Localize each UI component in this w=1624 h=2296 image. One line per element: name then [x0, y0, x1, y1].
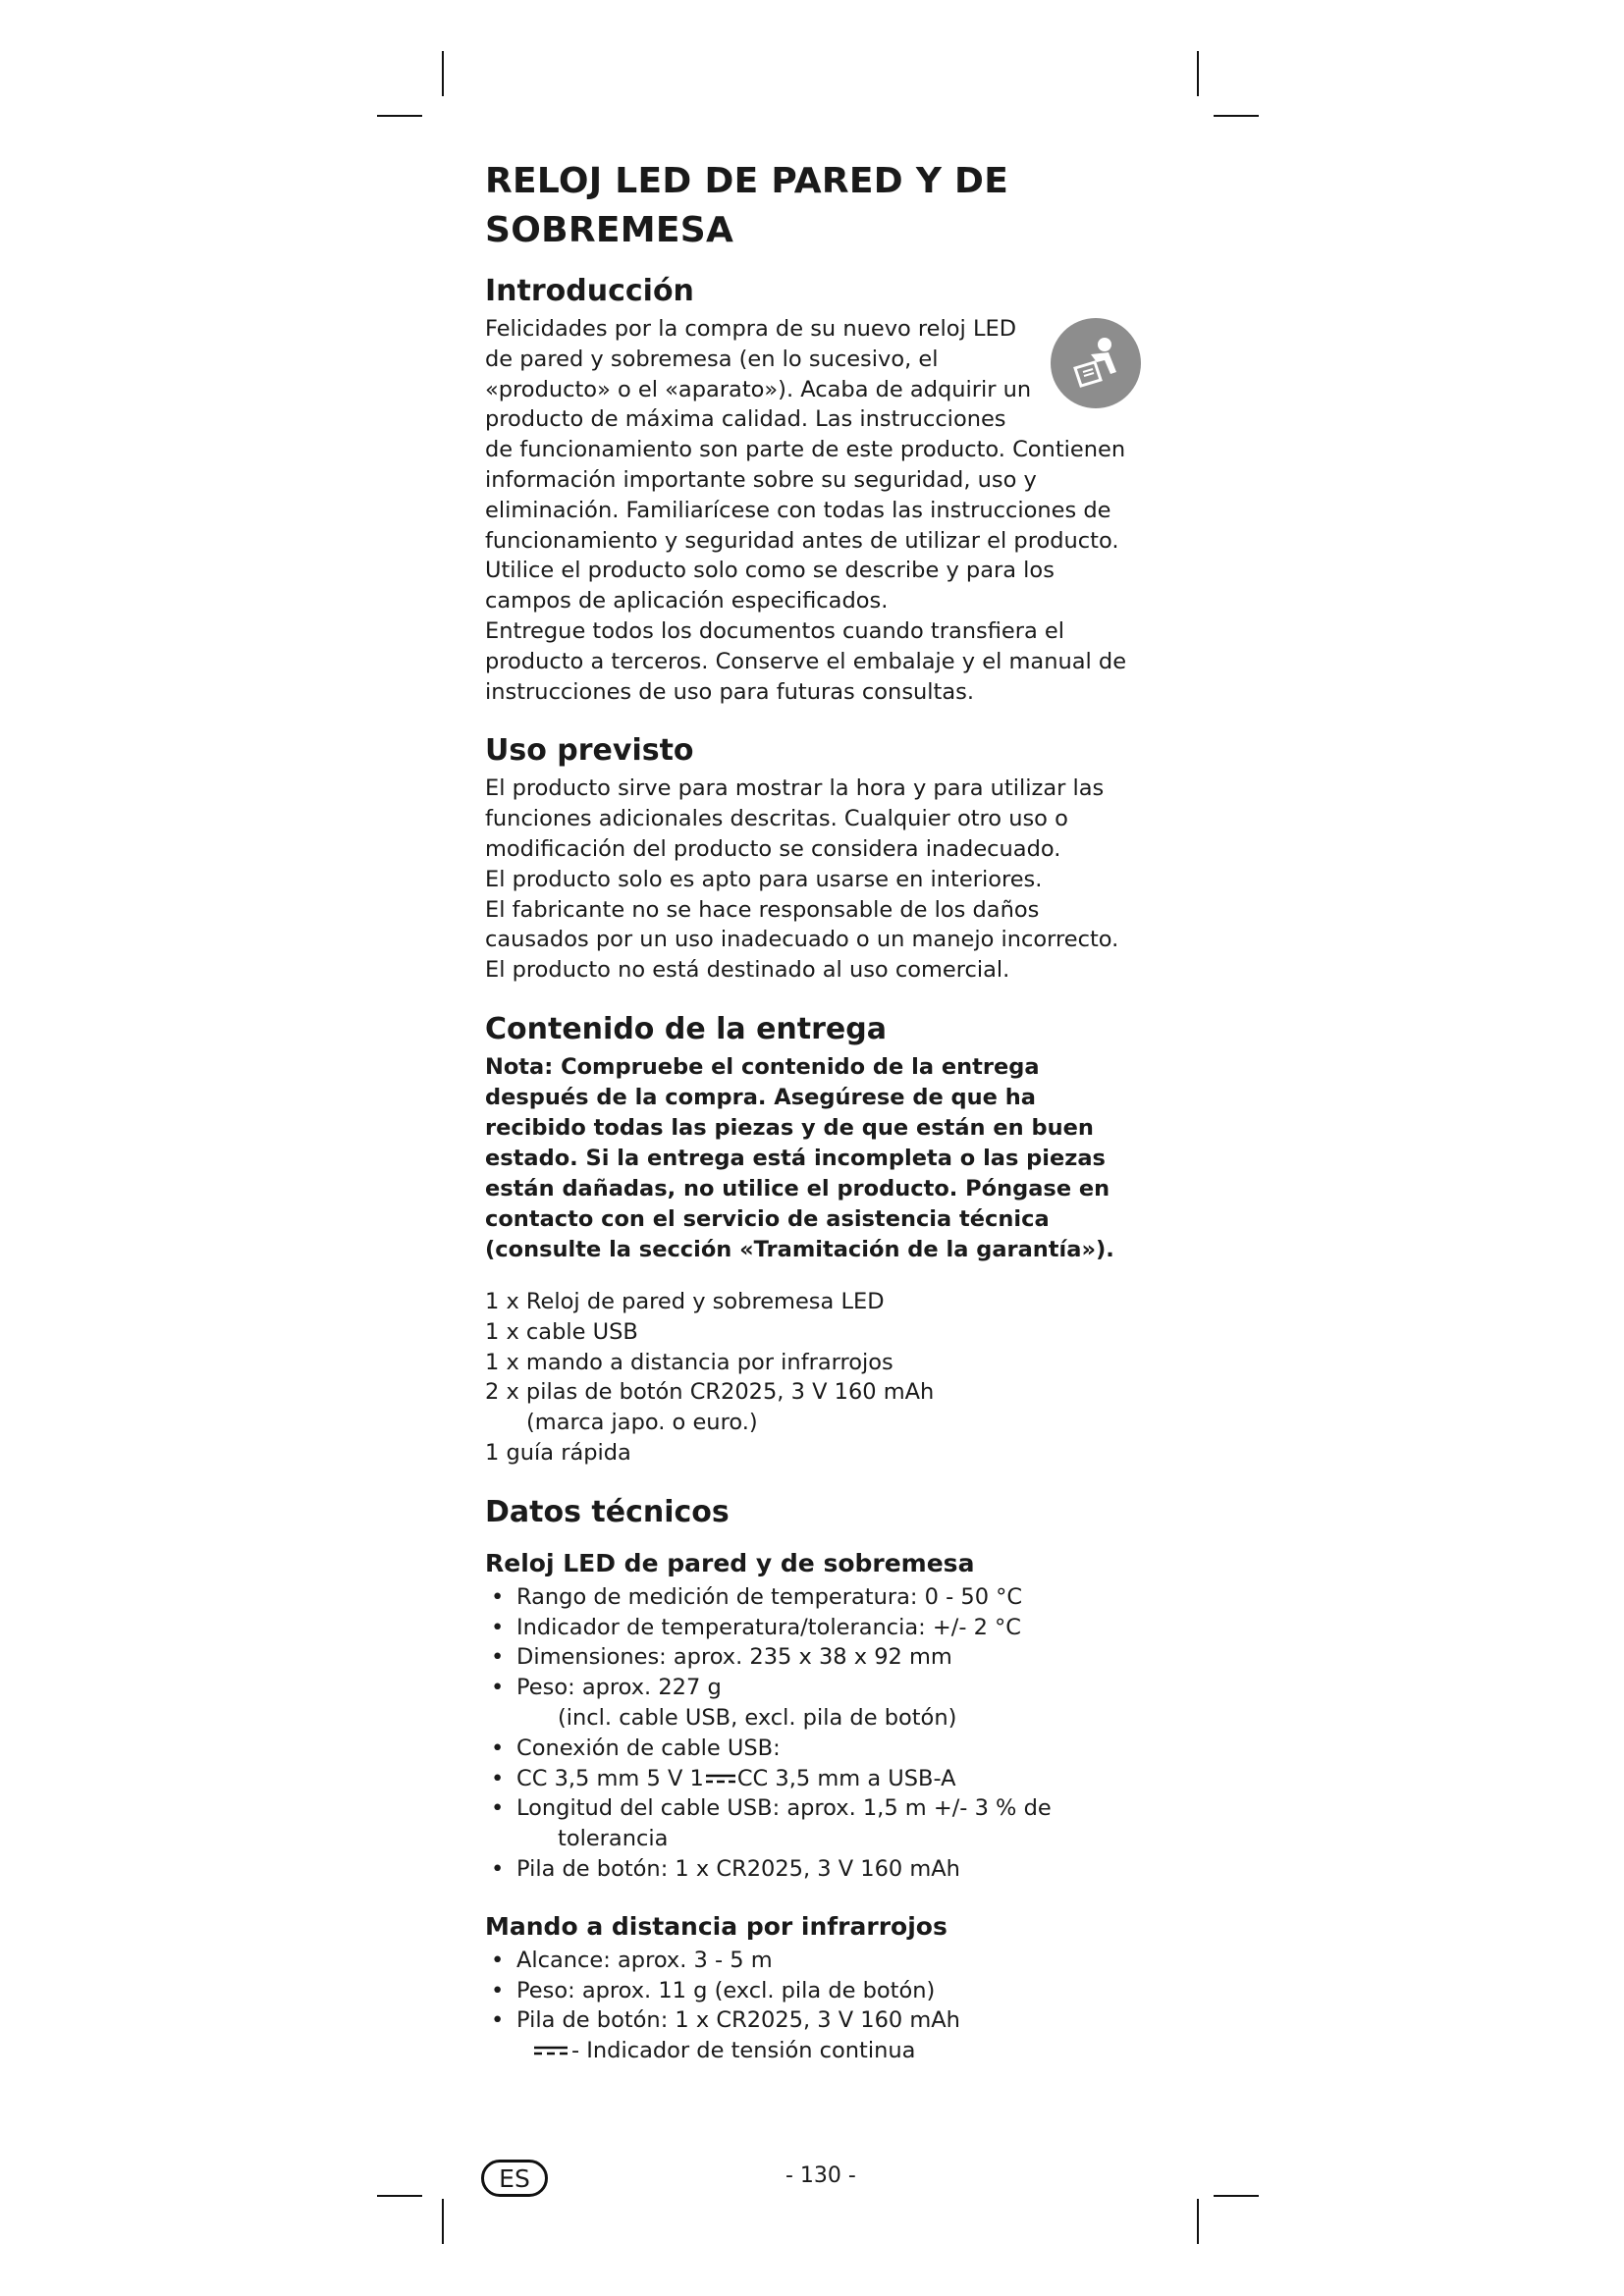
dc-symbol-icon — [706, 1764, 735, 1794]
list-item — [485, 1764, 1141, 1794]
intro-heading: Introducción — [485, 274, 694, 308]
list-item: • Pila de botón: 1 x CR2025, 3 V 160 mAh — [485, 2005, 1141, 2036]
intended-use-p1: El producto sirve para mostrar la hora y para utilizar las funciones adicionales descritas. Cualquier otro uso o modificación del producto se considera inadecuado. — [485, 775, 1105, 862]
list-item: tolerancia — [558, 1826, 669, 1852]
crop-mark — [1197, 2199, 1199, 2244]
intro-body-2: Entregue todos los documentos cuando transfiera el producto a terceros. Conserve el embalaje y el manual de instrucciones de uso para futuras consultas. — [485, 617, 1127, 705]
crop-mark — [1214, 2195, 1259, 2197]
crop-mark — [377, 2195, 422, 2197]
list-item: • Peso: aprox. 227 g — [485, 1673, 1141, 1703]
intended-use-p3: El fabricante no se hace responsable de los daños causados por un uso inadecuado o un manejo incorrecto. El producto no está destinado al uso comercial. — [485, 896, 1119, 984]
delivery-note — [485, 1052, 1141, 1265]
page-number: - 130 - — [785, 2163, 856, 2188]
clock-specs-list — [485, 1582, 1141, 1885]
list-item: (incl. cable USB, excl. pila de botón) — [558, 1704, 957, 1731]
crop-mark — [442, 51, 444, 96]
intended-use-p2: El producto solo es apto para usarse en interiores. — [485, 866, 1043, 892]
language-badge: ES — [481, 2160, 548, 2197]
list-item: 1 guía rápida — [485, 1439, 631, 1466]
list-item: • Conexión de cable USB: — [485, 1734, 1141, 1764]
page-title: RELOJ LED DE PARED Y DE SOBREMESA — [485, 161, 1009, 250]
list-item: (marca japo. o euro.) — [526, 1410, 758, 1436]
intended-use-section — [485, 732, 1141, 986]
list-item: 1 x cable USB — [485, 1318, 638, 1345]
dc-text-a: CC 3,5 mm 5 V 1 — [516, 1765, 704, 1791]
dc-legend — [485, 2036, 1141, 2066]
tech-heading: Datos técnicos — [485, 1494, 730, 1529]
delivery-section — [485, 1011, 1141, 1468]
crop-mark — [1214, 115, 1259, 117]
list-item: • Indicador de temperatura/tolerancia: +/- 2 °C — [485, 1613, 1141, 1643]
crop-mark — [377, 115, 422, 117]
delivery-items — [485, 1287, 1141, 1468]
crop-mark — [1197, 51, 1199, 96]
dc-legend-text: - Indicador de tensión continua — [571, 2038, 916, 2064]
dc-symbol-icon — [534, 2036, 568, 2066]
crop-mark — [442, 2199, 444, 2244]
read-manual-icon — [1051, 318, 1141, 408]
list-item: • Alcance: aprox. 3 - 5 m — [485, 1946, 1141, 1976]
delivery-heading: Contenido de la entrega — [485, 1011, 887, 1046]
note-text: Compruebe el contenido de la entrega después de la compra. Asegúrese de que ha recibido todas las piezas y de que están en buen estado. Si la entrega está incompleta o las piezas están dañadas, no utilice el producto. Póngase en contacto con el servicio de asistencia técnica (consulte la sección «Tramitación de la garantía»). — [485, 1053, 1114, 1262]
list-item: 2 x pilas de botón CR2025, 3 V 160 mAh — [485, 1379, 935, 1406]
intended-use-heading: Uso previsto — [485, 733, 694, 769]
list-item: • Longitud del cable USB: aprox. 1,5 m +/- 3 % de — [485, 1793, 1141, 1824]
list-item: • Peso: aprox. 11 g (excl. pila de botón) — [485, 1976, 1141, 2006]
intro-section — [485, 273, 1141, 707]
list-item: • Pila de botón: 1 x CR2025, 3 V 160 mAh — [485, 1854, 1141, 1885]
page-content — [485, 157, 1141, 2066]
intro-body: Felicidades por la compra de su nuevo reloj LED de pared y sobremesa (en lo sucesivo, el «producto» o el «aparato»). Acaba de adquirir un producto de máxima calidad. Las instrucciones de funcionamiento son parte de este producto. Contienen información importante sobre su seguridad, uso y eliminación. Familiarícese con todas las instrucciones de funcionamiento y seguridad antes de utilizar el producto. Utilice el producto solo como se describe y para los campos de aplicación especificados. — [485, 316, 1126, 614]
list-item: • Dimensiones: aprox. 235 x 38 x 92 mm — [485, 1642, 1141, 1673]
note-label: Nota: — [485, 1053, 554, 1080]
tech-section — [485, 1494, 1141, 2066]
list-item: 1 x mando a distancia por infrarrojos — [485, 1349, 893, 1375]
clock-specs-heading: Reloj LED de pared y de sobremesa — [485, 1548, 975, 1577]
remote-specs-heading: Mando a distancia por infrarrojos — [485, 1911, 947, 1941]
remote-specs-list — [485, 1946, 1141, 2036]
list-item: • Rango de medición de temperatura: 0 - 50 °C — [485, 1582, 1141, 1613]
dc-text-b: CC 3,5 mm a USB-A — [736, 1765, 956, 1791]
list-item: 1 x Reloj de pared y sobremesa LED — [485, 1288, 885, 1314]
